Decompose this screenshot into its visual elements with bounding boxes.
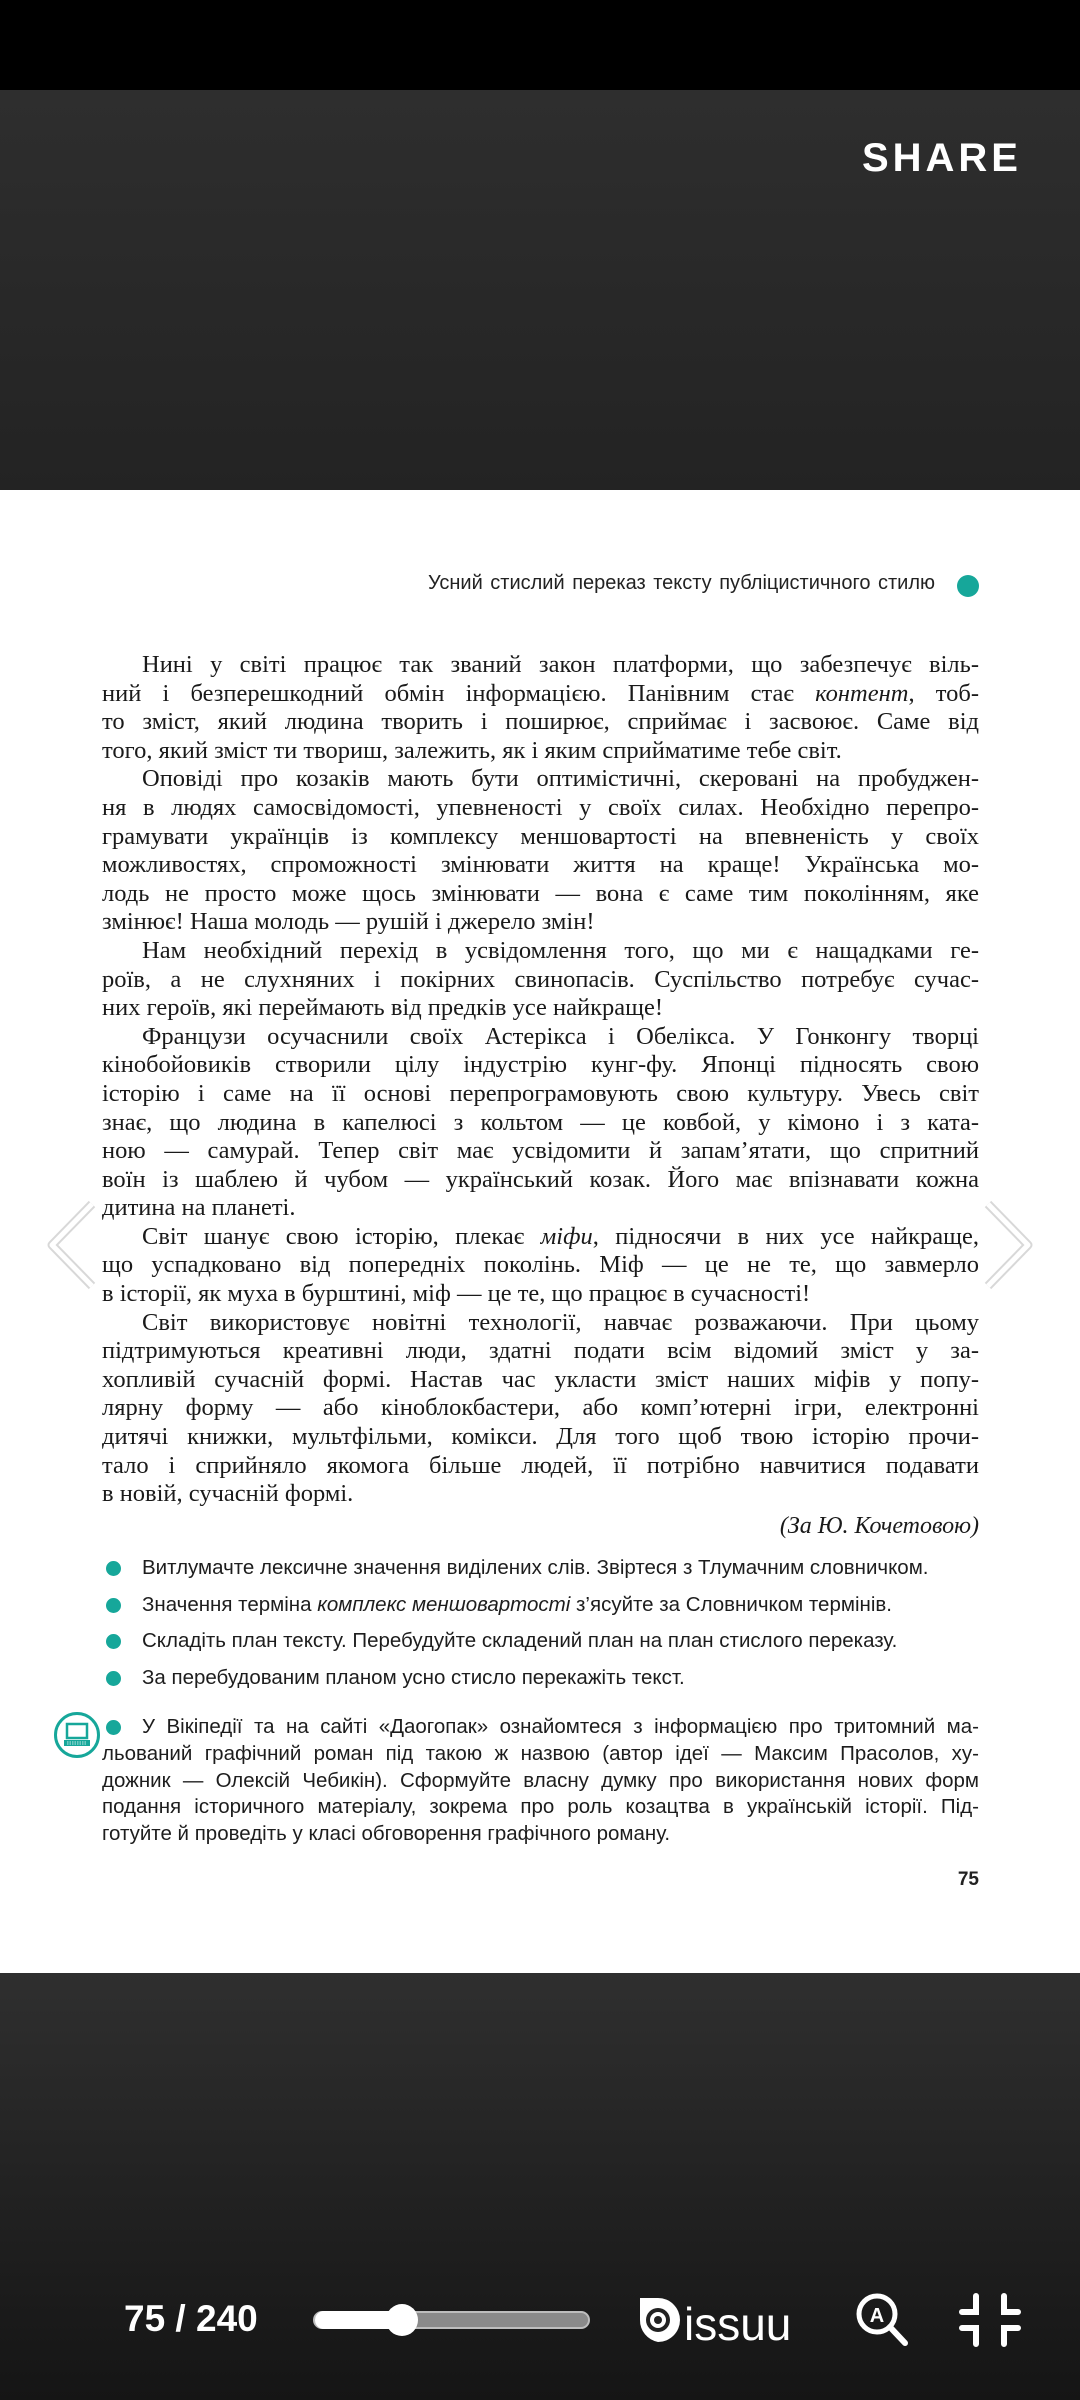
task-text: За перебудованим планом усно стисло перекажіть текст. <box>142 1665 685 1689</box>
previous-page-button[interactable] <box>44 1200 104 1290</box>
emphasized-term: контент <box>815 679 909 707</box>
text-line: льований графічний роман під такою ж назвою (автор ідеї — Максим Прасолов, ху- <box>102 1741 979 1765</box>
task-text: Значення терміна комплекс меншовартості з’ясуйте за Словничком термінів. <box>142 1592 892 1616</box>
text-line: дитина на планеті. <box>102 1194 296 1222</box>
text-line: знає, що людина в капелюсі з кольтом — це ковбой, у кімоно і з ката- <box>102 1108 979 1136</box>
page-number: 75 <box>957 1869 979 1890</box>
text-line: Французи осучаснили своїх Астерікса і Обелікса. У Гонконгу творці <box>142 1022 979 1050</box>
status-bar-area <box>0 0 1080 90</box>
svg-text:issuu: issuu <box>684 2298 792 2350</box>
exit-fullscreen-icon[interactable] <box>958 2292 1022 2353</box>
text-line: історію і саме на її основі перепрограмовують свою культуру. Увесь світ <box>102 1079 979 1107</box>
text-line: ною — самурай. Тепер світ має усвідомити й запам’ятати, що спритний <box>102 1137 979 1165</box>
running-head: Усний стислий переказ тексту публіцистичного стилю <box>427 572 935 594</box>
text-line: дитячі книжки, мультфільми, комікси. Для того щоб твою історію прочи- <box>102 1423 979 1451</box>
slider-thumb[interactable] <box>386 2304 418 2336</box>
text-line: дожник — Олексій Чебикін). Сформуйте власну думку про використання нових форм <box>102 1768 979 1792</box>
text-line: що успадковано від попередніх поколінь. Міф — це не те, що завмерло <box>102 1251 979 1279</box>
page-slider[interactable] <box>313 2311 590 2329</box>
text-line: лодь не просто може щось змінювати — вона є саме тим поколінням, яке <box>102 879 979 907</box>
text-line: тало і сприйняло якомога більше людей, її потрібно навчитися подавати <box>102 1451 979 1479</box>
emphasized-term: міфи <box>540 1222 593 1250</box>
task-text: Складіть план тексту. Перебудуйте складений план на план стислого переказу. <box>142 1629 898 1653</box>
emphasized-term: комплекс меншовартості <box>317 1592 571 1616</box>
next-page-button[interactable] <box>976 1200 1036 1290</box>
chevron-right-icon <box>976 1200 1036 1290</box>
text-line: готуйте й проведіть у класі обговорення графічного роману. <box>102 1822 671 1846</box>
digital-task <box>102 1714 979 1848</box>
text-line: в історії, як муха в бурштині, міф — це те, що працює в сучасності! <box>102 1280 811 1308</box>
share-button[interactable]: SHARE <box>861 136 1022 180</box>
text-line: воїн із шаблею й чубом — український козак. Його має впізнавати кожна <box>102 1165 979 1193</box>
chevron-left-icon <box>44 1200 104 1290</box>
text-line: роїв, а не слухняних і покірних свинопасів. Суспільство потребує сучас- <box>102 965 979 993</box>
task-text: Витлумачте лексичне значення виділених слів. Звіртеся з Тлумачним словничком. <box>142 1556 929 1579</box>
text-line: них героїв, які переймають від предків усе найкраще! <box>102 994 664 1022</box>
text-line: змінює! Наша молодь — рушій і джерело змін! <box>102 908 595 936</box>
text-line: грамувати українців із комплексу меншовартості на впевненість у своїх <box>102 822 979 850</box>
text-line: ний і безперешкодний обмін інформацією. Панівним стає контент, тоб- <box>102 679 979 707</box>
svg-text:A: A <box>869 2305 885 2327</box>
text-line: Світ використовує новітні технології, навчає розважаючи. При цьому <box>142 1308 979 1336</box>
text-line: хопливій сучасній формі. Настав час укласти зміст наших міфів у попу- <box>102 1365 979 1393</box>
section-dot-icon <box>957 575 979 597</box>
text-line: підтримуються креативні люди, здатні подати всім відомий зміст у за- <box>102 1337 979 1365</box>
issuu-logo[interactable] <box>636 2290 811 2355</box>
text-line: ня в людях самосвідомості, упевненості у своїх силах. Необхідно перепро- <box>102 793 979 821</box>
text-line: лярну форму — або кіноблокбастери, або комп’ютерні ігри, електронні <box>102 1394 979 1422</box>
text-line: то зміст, який людина творить і поширює, сприймає і засвоює. Саме від <box>102 708 979 736</box>
article-text <box>102 651 979 1509</box>
text-line: в новій, сучасній формі. <box>102 1480 354 1508</box>
bullet-dot-icon <box>106 1598 121 1613</box>
bullet-dot-icon <box>106 1720 121 1735</box>
text-line: Світ шанує свою історію, плекає міфи, підносячи в них усе найкраще, <box>142 1222 979 1250</box>
text-line: кінобойовиків створили цілу індустрію кунг-фу. Японці підносять свою <box>102 1051 979 1079</box>
laptop-icon <box>54 1712 100 1758</box>
text-line: подання історичного матеріалу, зокрема про роль козацтва в українській історії. Під- <box>102 1795 979 1819</box>
search-text-icon[interactable] <box>853 2290 913 2355</box>
bullet-dot-icon <box>106 1671 121 1686</box>
text-line: Оповіді про козаків мають бути оптимістичні, скеровані на пробуджен- <box>142 765 979 793</box>
text-line: Нам необхідний перехід в усвідомлення того, що ми є нащадками ге- <box>142 936 979 964</box>
text-line: Нині у світі працює так званий закон платформи, що забезпечує віль- <box>142 651 979 678</box>
text-line: можливостях, спроможності змінювати життя на краще! Українська мо- <box>102 851 979 879</box>
text-line: У Вікіпедії та на сайті «Даогопак» ознайомтеся з інформацією про тритомний ма- <box>142 1715 979 1738</box>
bullet-dot-icon <box>106 1561 121 1576</box>
attribution: (За Ю. Кочетовою) <box>779 1513 979 1539</box>
page-counter: 75 / 240 <box>124 2298 258 2339</box>
text-line: того, який зміст ти твориш, залежить, як і яким сприйматиме тебе світ. <box>102 736 842 764</box>
